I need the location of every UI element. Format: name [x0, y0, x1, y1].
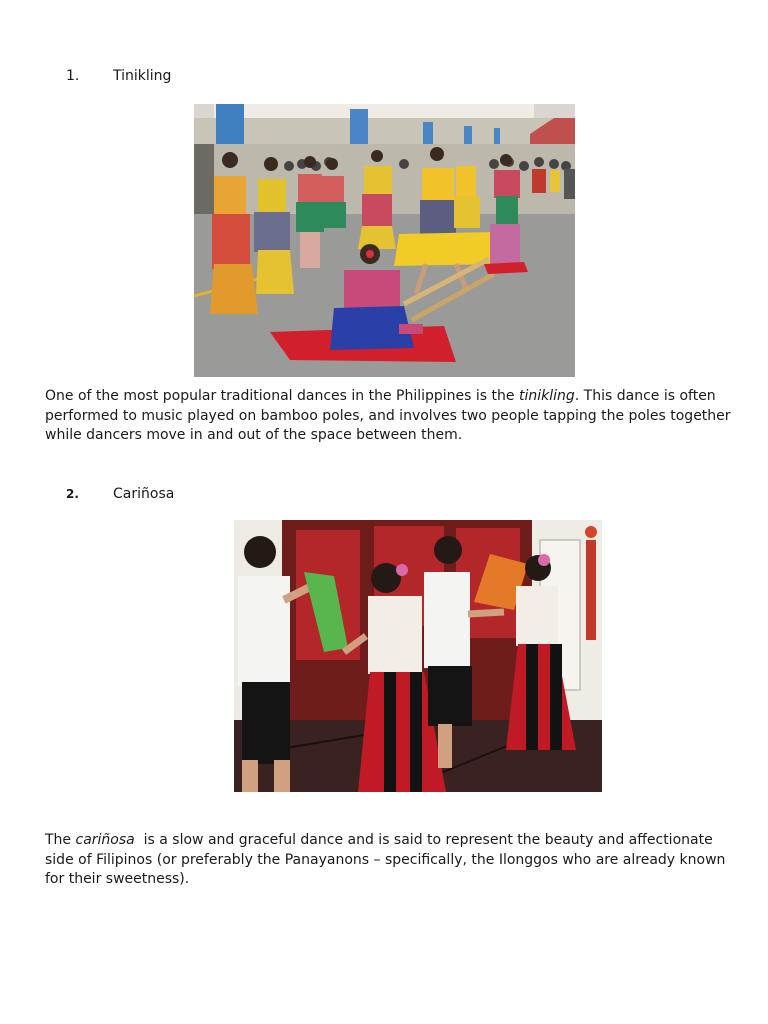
section-1-paragraph	[45, 387, 735, 446]
tinikling-photo	[194, 104, 575, 377]
section-2-paragraph	[45, 831, 735, 890]
section-2-heading	[66, 485, 174, 503]
section-2-line-2: side of Filipinos (or preferably the Panayanons – specifically, the Ilonggos who are already known	[45, 851, 726, 868]
section-1-term: tinikling	[518, 388, 575, 404]
section-1-line-3: while dancers move in and out of the space between them.	[45, 427, 463, 443]
section-2-title: Cariñosa	[113, 486, 175, 502]
section-1-line-2: performed to music played on bamboo poles, and involves two people tapping the poles together	[45, 407, 731, 424]
section-1-text-start: One of the most popular traditional dances in the Philippines is the	[45, 388, 519, 404]
section-2-text-end: is a slow and graceful dance and is said to represent the beauty and affectionate	[134, 832, 713, 848]
section-1-number: 1.	[66, 68, 80, 84]
section-2-line-3: for their sweetness).	[45, 871, 190, 887]
section-2-text-start: The	[45, 832, 76, 848]
section-1-title: Tinikling	[113, 68, 172, 84]
section-2-term: cariñosa	[75, 832, 135, 848]
carinosa-photo	[234, 520, 602, 792]
section-1-heading	[66, 67, 171, 85]
section-1-text-end: . This dance is often	[574, 388, 716, 404]
section-2-number: 2.	[66, 487, 79, 501]
